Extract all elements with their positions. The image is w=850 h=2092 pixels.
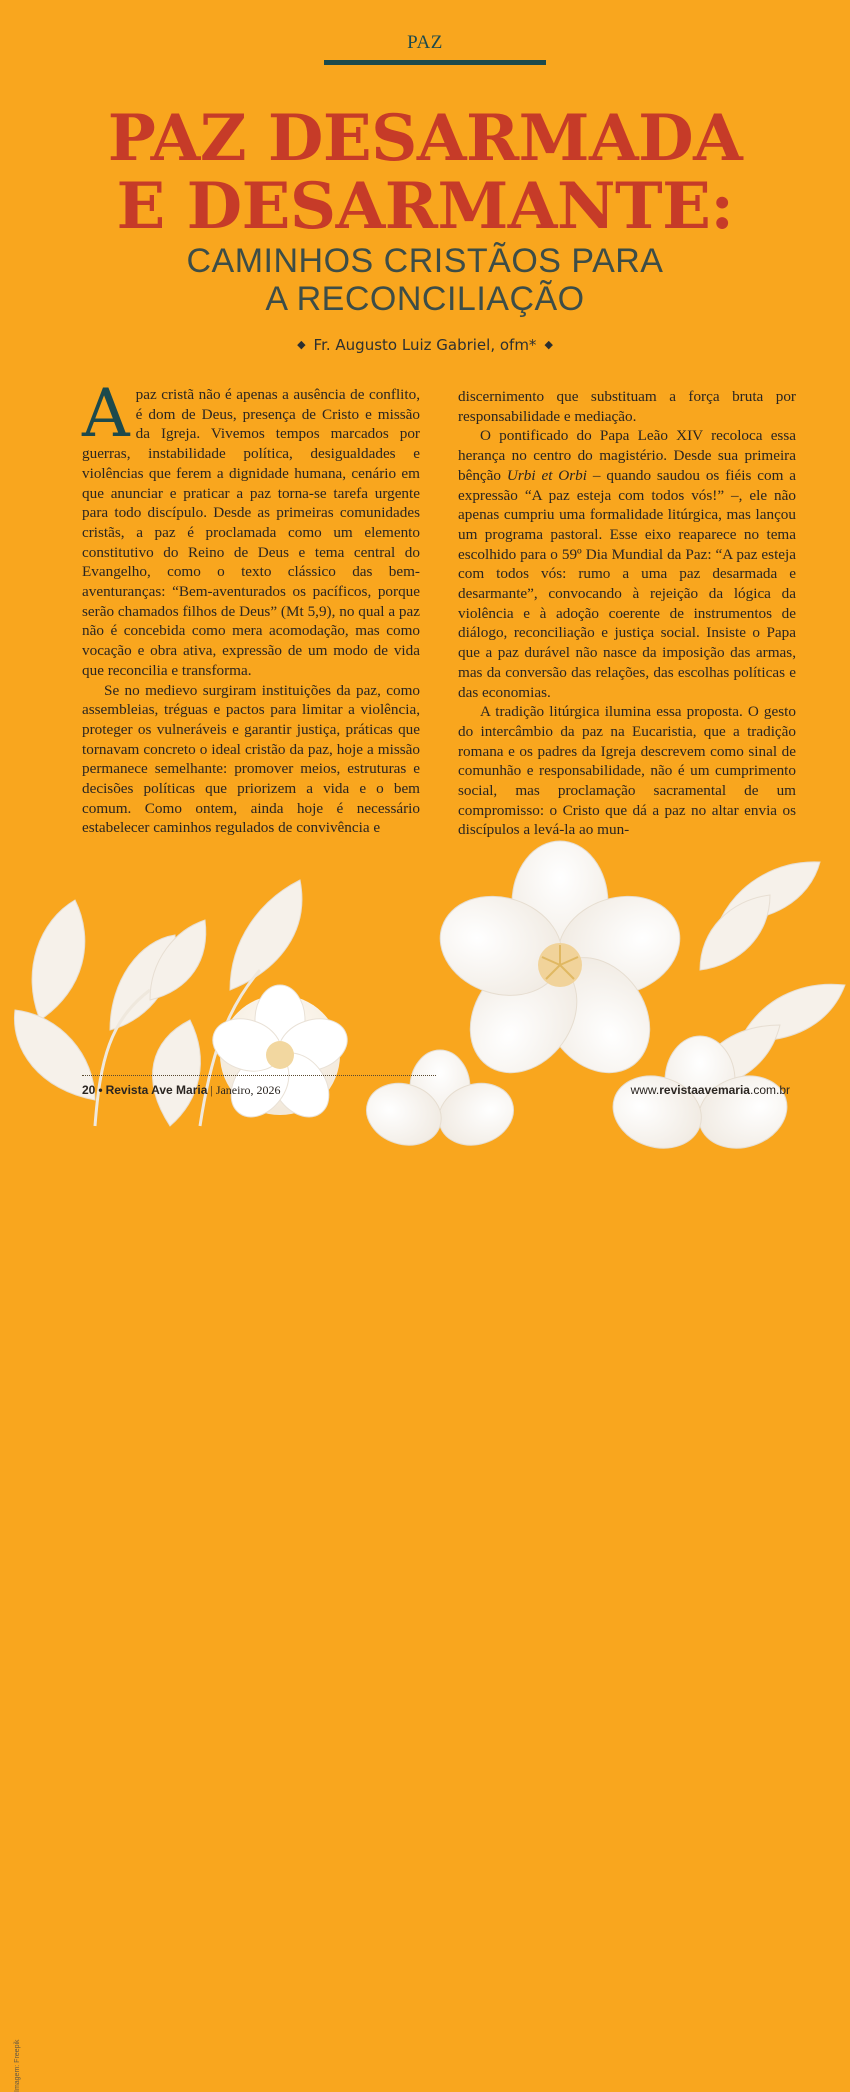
author-name: Fr. Augusto Luiz Gabriel, ofm* xyxy=(313,336,537,354)
diamond-ornament-icon: ◆ xyxy=(544,338,553,351)
headline-line-2: E DESARMANTE: xyxy=(116,169,734,244)
section-label: PAZ xyxy=(407,32,443,53)
magazine-name: Revista Ave Maria xyxy=(105,1083,208,1097)
footer-rule xyxy=(82,1075,436,1076)
drop-cap: A xyxy=(82,375,130,452)
image-credit-wrap xyxy=(10,1062,21,2092)
article-column-left xyxy=(82,375,420,838)
article-paragraph: Apaz cristã não é apenas a ausência de conflito, é dom de Deus, presença de Cristo e missão da Igreja. Vivemos tempos marcados por guerras, instabilidade política, desigualdades e violências que ferem a dignidade humana, cenário em que anunciar e praticar a paz torna-se tarefa urgente para todo discípulo. Desde as primeiras comunidades cristãs, a paz é proclamada como um elemento constitutivo do Reino de Deus e tema central do Evangelho, como o texto clássico das bem-aventuranças: “Bem-aventurados os pacíficos, porque serão chamados filhos de Deus” (Mt 5,9), no qual a paz não é concebida como mera acomodação, mas como vocação e obra ativa, expressão de um modo de vida que reconcilia e transforma. xyxy=(82,375,420,679)
article-paragraph: A tradição litúrgica ilumina essa proposta. O gesto do intercâmbio da paz na Eucaristia, que a tradição romana e os padres da Igreja descrevem como sinal de comunhão e responsabilidade, não é um cumprimento social, mas proclamação sacramental de um compromisso: o Cristo que dá a paz no altar envia os discípulos a levá-la ao mun- xyxy=(458,703,796,839)
subheadline-line-1: CAMINHOS CRISTÃOS PARA xyxy=(186,242,664,280)
diamond-ornament-icon: ◆ xyxy=(297,338,306,351)
article-paragraph: O pontificado do Papa Leão XIV recoloca essa herança no centro do magistério. Desde sua primeira bênção Urbi et Orbi – quando saudou os fiéis com a expressão “A paz esteja com todos vós!” –, ele não apenas cumpriu uma formalidade litúrgica, mas lançou um programa pastoral. Esse eixo reaparece no tema escolhido para o 59º Dia Mundial da Paz: “A paz esteja com todos vós: rumo a uma paz desarmada e desarmante”, convocando à rejeição da lógica da violência e à adoção coerente de instrumentos de diálogo, reconciliação e justiça social. Insiste o Papa que a paz durável não nasce da imposição das armas, mas da conversão das relações, das escolhas políticas e das economias. xyxy=(458,427,797,701)
byline xyxy=(0,336,850,354)
article-column-right xyxy=(458,387,796,840)
headline-line-1: PAZ DESARMADA xyxy=(107,101,743,176)
image-credit: Imagem: Freepik xyxy=(14,2039,21,2092)
footer-bullet: • xyxy=(98,1083,103,1097)
footer-separator: | xyxy=(210,1083,213,1097)
issue-date: Janeiro, 2026 xyxy=(215,1083,281,1097)
website-link[interactable]: www.revistaavemaria.com.br xyxy=(630,1083,790,1097)
page-number: 20 xyxy=(82,1083,96,1097)
footer-folio xyxy=(82,1083,280,1098)
section-rule xyxy=(324,60,546,65)
article-paragraph: discernimento que substituam a força bruta por responsabilidade e mediação. xyxy=(458,388,796,425)
subheadline-line-2: A RECONCILIAÇÃO xyxy=(265,280,585,318)
article-paragraph: Se no medievo surgiram instituições da paz, como assembleias, tréguas e pactos para limitar a violência, proteger os vulneráveis e garantir justiça, práticas que tornavam concreto o ideal cristão da paz, hoje a missão permanece semelhante: promover meios, estruturas e decisões políticas que priorizem a vida e o bem comum. Como ontem, ainda hoje é necessário estabelecer caminhos regulados de convivência e xyxy=(82,681,420,837)
